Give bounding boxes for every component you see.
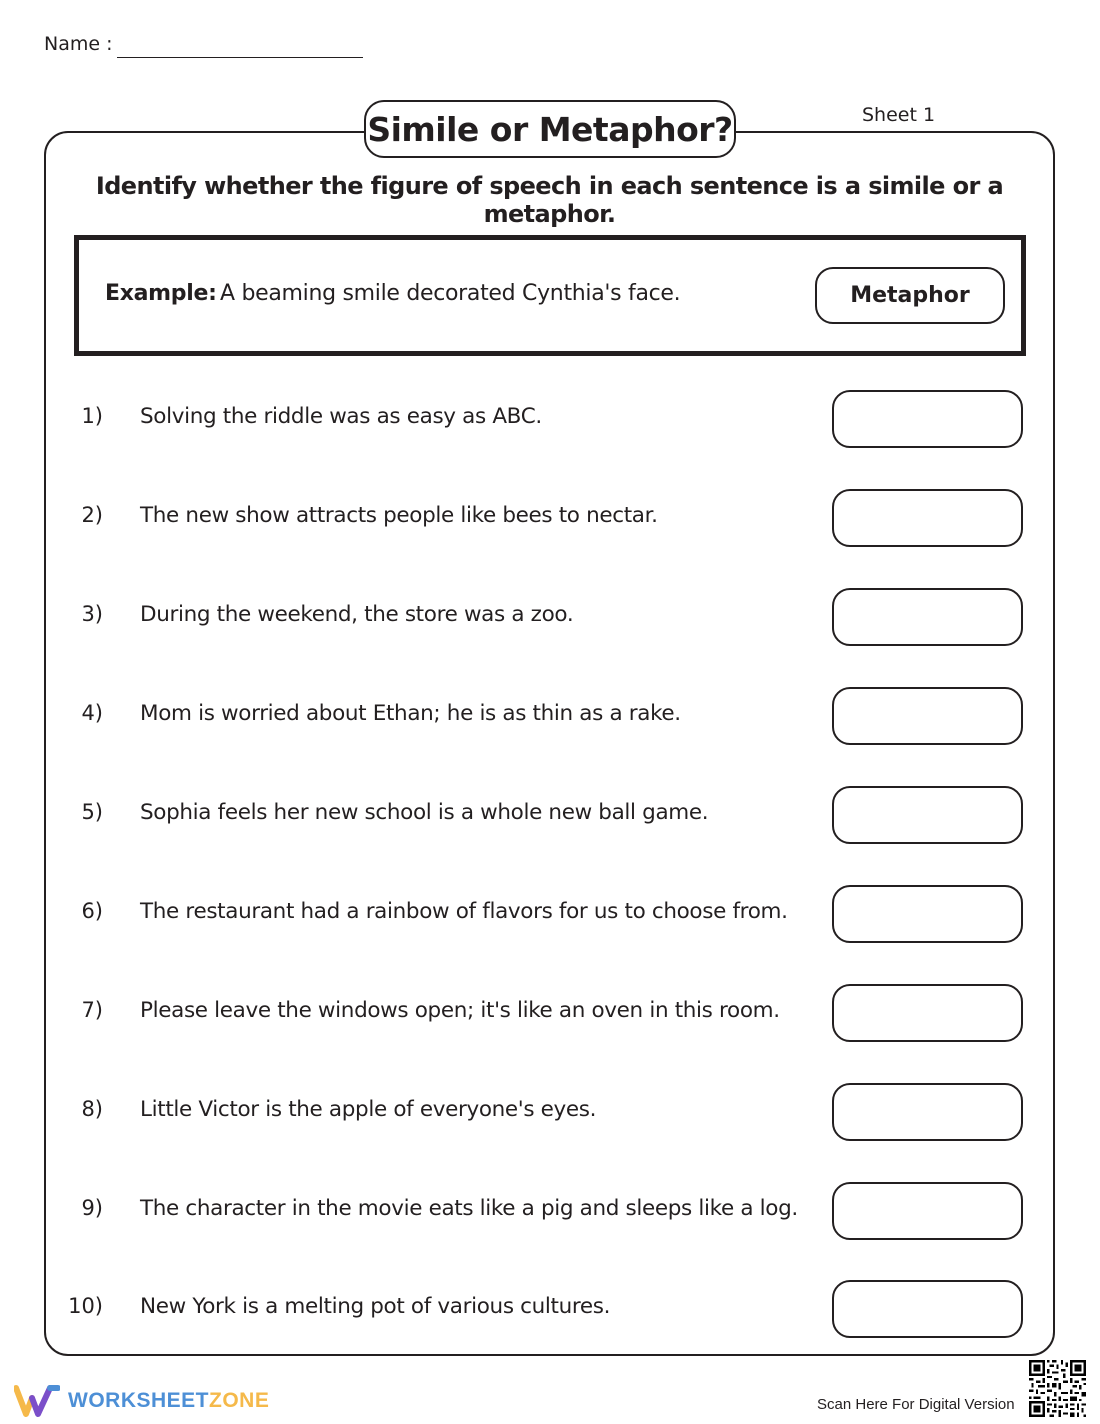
worksheetzone-w-icon — [14, 1384, 60, 1418]
question-number: 2) — [81, 503, 103, 527]
question-row — [0, 1280, 1100, 1338]
answer-box[interactable] — [832, 1280, 1023, 1338]
question-text: Mom is worried about Ethan; he is as thin as a rake. — [140, 701, 681, 726]
answer-box[interactable] — [832, 687, 1023, 745]
example-sentence: A beaming smile decorated Cynthia's face. — [220, 281, 681, 306]
question-row — [0, 1182, 1100, 1240]
question-text: During the weekend, the store was a zoo. — [140, 602, 574, 627]
question-number: 6) — [81, 899, 103, 923]
answer-box[interactable] — [832, 1083, 1023, 1141]
scan-instruction: Scan Here For Digital Version — [817, 1396, 1015, 1413]
name-label: Name : — [44, 33, 113, 55]
question-number: 8) — [81, 1097, 103, 1121]
question-text: Please leave the windows open; it's like an oven in this room. — [140, 998, 780, 1023]
question-number: 5) — [81, 800, 103, 824]
question-row — [0, 390, 1100, 448]
question-text: Sophia feels her new school is a whole new ball game. — [140, 800, 709, 825]
question-number: 3) — [81, 602, 103, 626]
brand-part-zone: ZONE — [209, 1389, 270, 1412]
question-text: The character in the movie eats like a pig and sleeps like a log. — [140, 1196, 798, 1221]
question-text: The restaurant had a rainbow of flavors for us to choose from. — [140, 899, 788, 924]
question-text: The new show attracts people like bees to nectar. — [140, 503, 658, 528]
question-text: New York is a melting pot of various cultures. — [140, 1294, 611, 1319]
question-text: Little Victor is the apple of everyone's eyes. — [140, 1097, 597, 1122]
answer-box[interactable] — [832, 489, 1023, 547]
question-number: 4) — [81, 701, 103, 725]
question-row — [0, 687, 1100, 745]
question-row — [0, 588, 1100, 646]
name-input-line[interactable] — [117, 57, 363, 58]
answer-box[interactable] — [832, 1182, 1023, 1240]
question-number: 9) — [81, 1196, 103, 1220]
answer-box[interactable] — [832, 885, 1023, 943]
question-number: 1) — [81, 404, 103, 428]
question-number: 10) — [68, 1294, 103, 1318]
example-label: Example: — [105, 281, 217, 306]
worksheetzone-wordmark — [68, 1389, 269, 1413]
answer-box[interactable] — [832, 588, 1023, 646]
answer-box[interactable] — [832, 390, 1023, 448]
question-text: Solving the riddle was as easy as ABC. — [140, 404, 542, 429]
brand-part-worksheet: WORKSHEET — [68, 1389, 209, 1412]
question-row — [0, 489, 1100, 547]
example-answer: Metaphor — [815, 267, 1005, 324]
question-number: 7) — [81, 998, 103, 1022]
question-row — [0, 885, 1100, 943]
question-row — [0, 1083, 1100, 1141]
worksheet-title: Simile or Metaphor? — [364, 100, 736, 158]
instructions: Identify whether the figure of speech in each sentence is a simile or a metaphor. — [95, 172, 1004, 228]
sheet-label: Sheet 1 — [862, 104, 936, 126]
worksheetzone-logo[interactable] — [14, 1384, 269, 1418]
answer-box[interactable] — [832, 984, 1023, 1042]
qr-code-icon[interactable] — [1029, 1360, 1086, 1417]
question-row — [0, 786, 1100, 844]
question-row — [0, 984, 1100, 1042]
answer-box[interactable] — [832, 786, 1023, 844]
